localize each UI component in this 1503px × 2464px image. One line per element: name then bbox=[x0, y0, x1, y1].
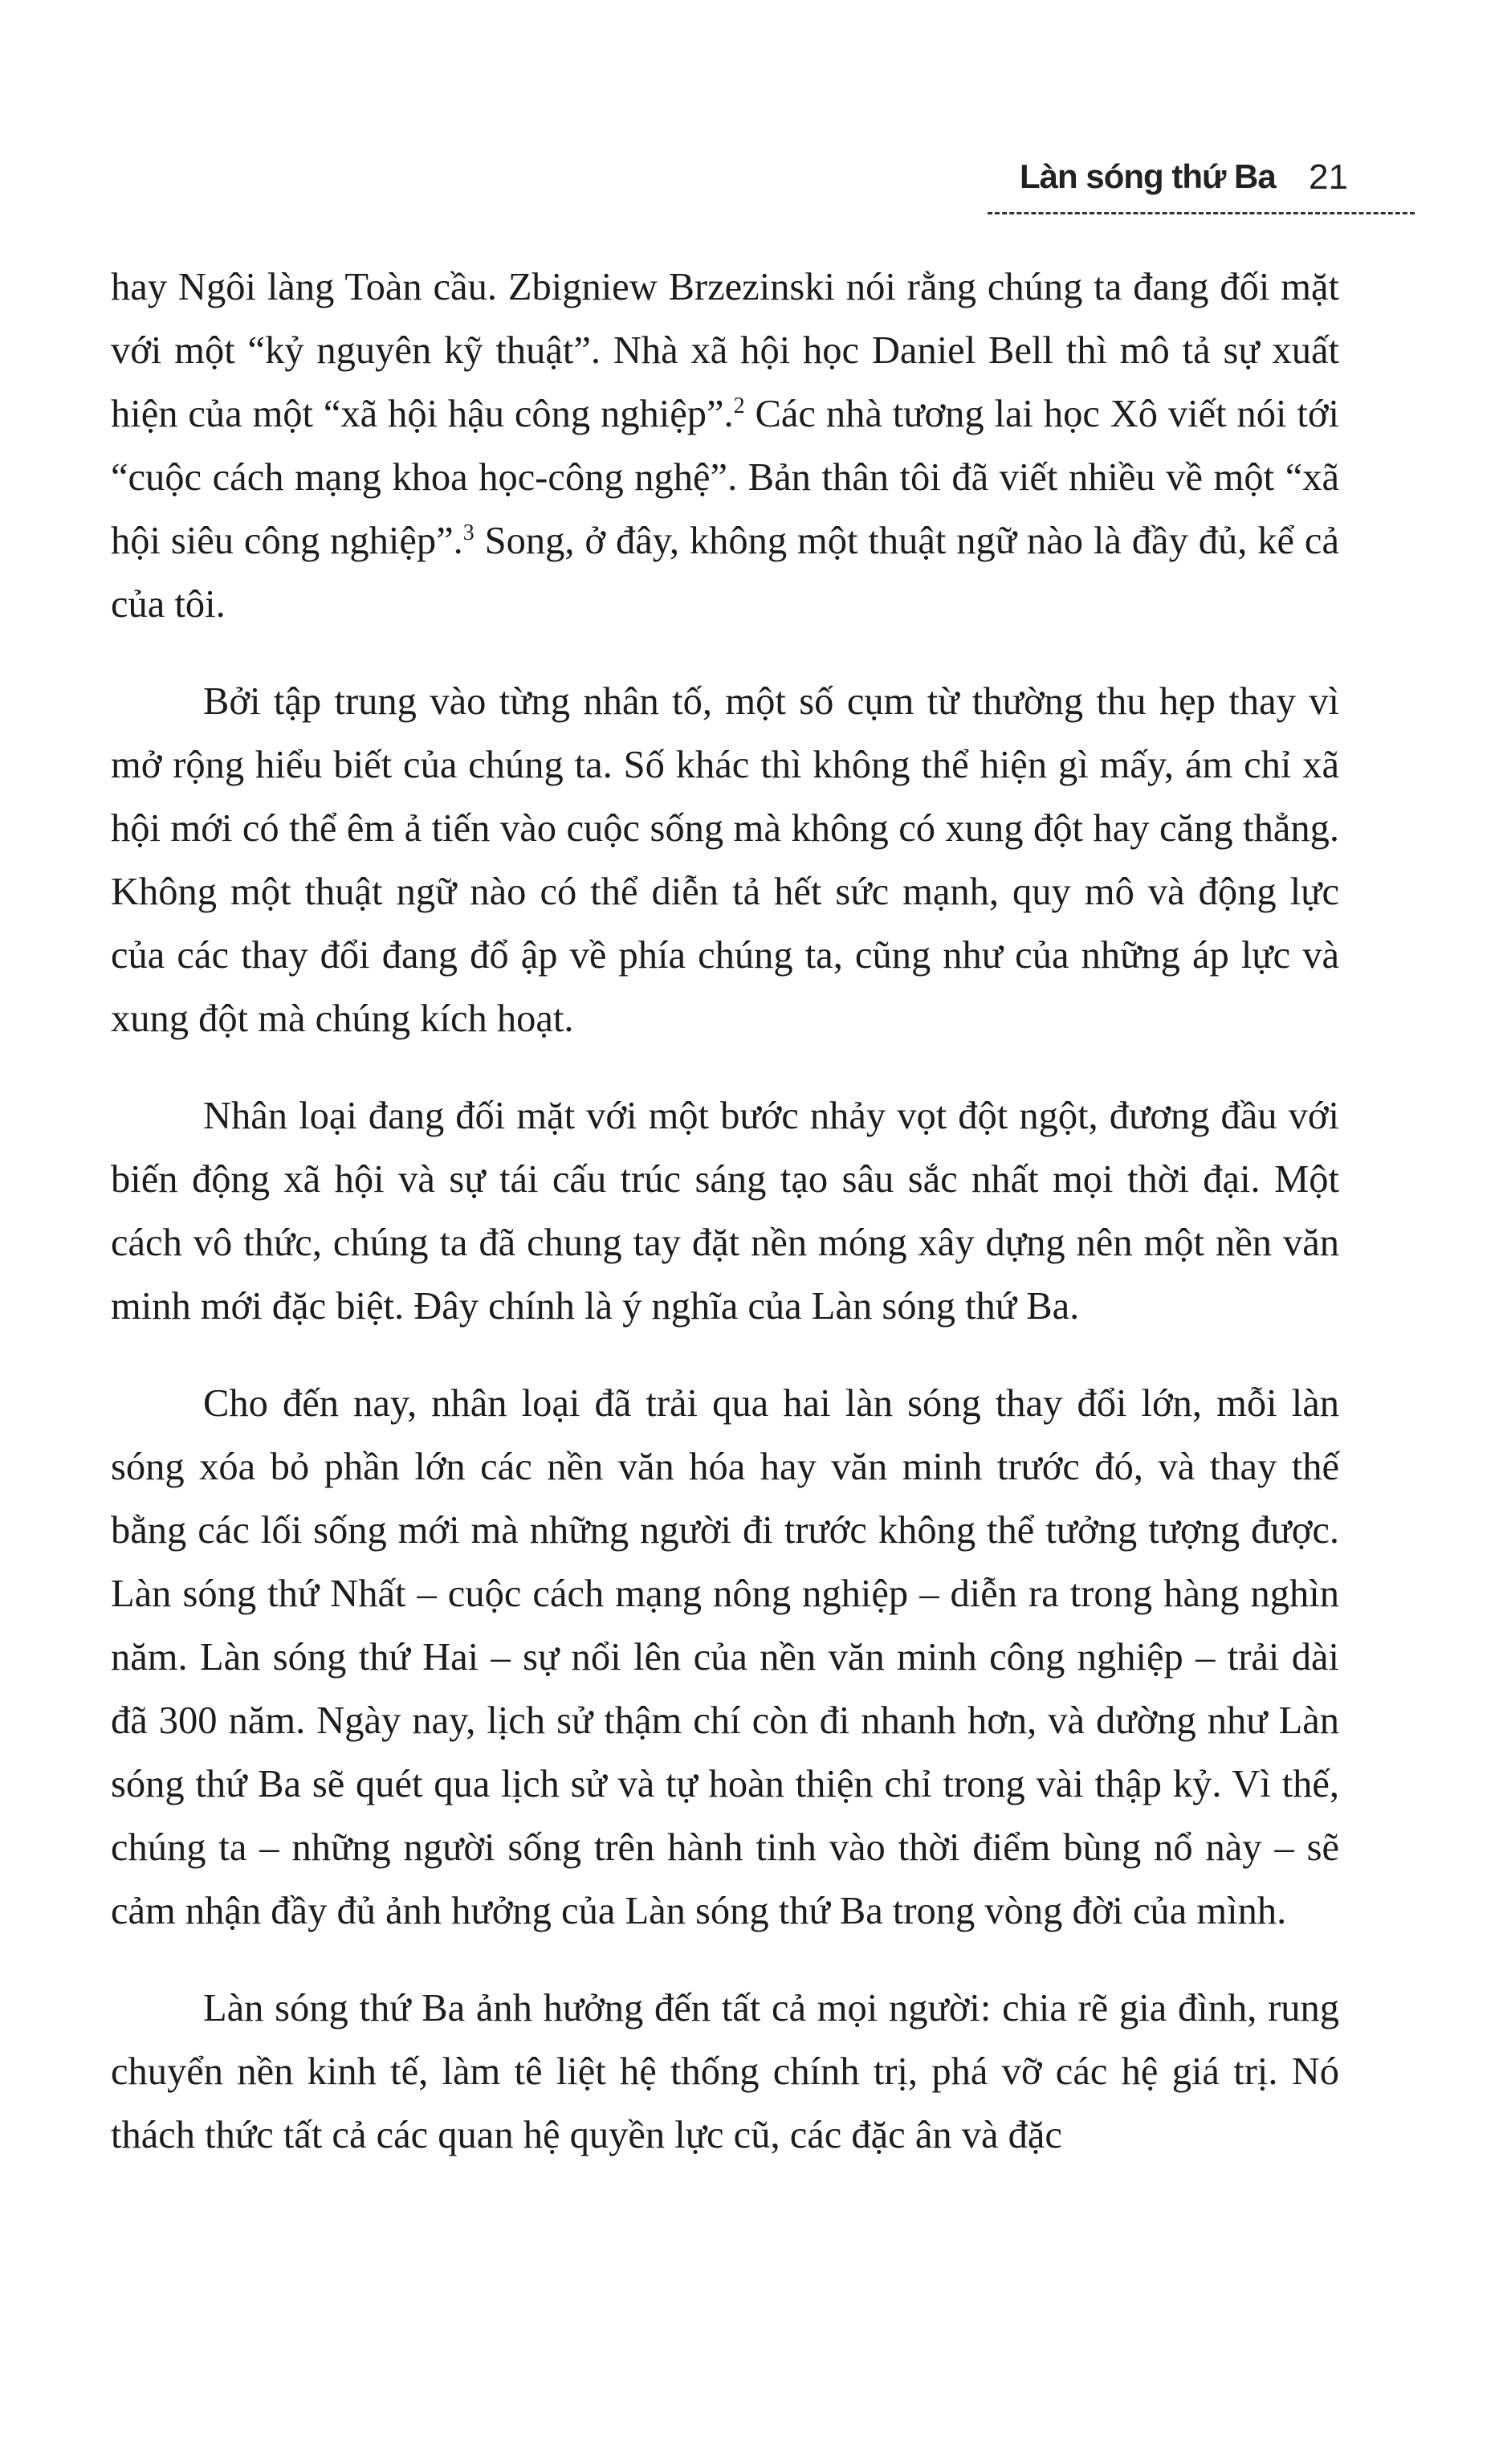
paragraph-1 bbox=[111, 255, 1339, 636]
paragraph-5: Làn sóng thứ Ba ảnh hưởng đến tất cả mọi người: chia rẽ gia đình, rung chuyển nền kinh tế, làm tê liệt hệ thống chính trị, phá vỡ các hệ giá trị. Nó thách thức tất cả các quan hệ quyền lực cũ, các đặc ân và đặc bbox=[111, 1987, 1339, 2156]
paragraph-4: Cho đến nay, nhân loại đã trải qua hai làn sóng thay đổi lớn, mỗi làn sóng xóa bỏ phần lớn các nền văn hóa hay văn minh trước đó, và thay thế bằng các lối sống mới mà những người đi trước không thể tưởng tượng được. Làn sóng thứ Nhất – cuộc cách mạng nông nghiệp – diễn ra trong hàng nghìn năm. Làn sóng thứ Hai – sự nổi lên của nền văn minh công nghiệp – trải dài đã 300 năm. Ngày nay, lịch sử thậm chí còn đi nhanh hơn, và dường như Làn sóng thứ Ba sẽ quét qua lịch sử và tự hoàn thiện chỉ trong vài thập kỷ. Vì thế, chúng ta – những người sống trên hành tinh vào thời điểm bùng nổ này – sẽ cảm nhận đầy đủ ảnh hưởng của Làn sóng thứ Ba trong vòng đời của mình. bbox=[111, 1382, 1339, 1932]
paragraph-1-part-a: hay Ngôi làng Toàn cầu. Zbigniew Brzezinski nói rằng chúng ta đang đối mặt với một “kỷ nguyên kỹ thuật”. Nhà xã hội học Daniel Bell thì mô tả sự xuất hiện của một “xã hội hậu công nghiệp”. bbox=[111, 266, 1339, 435]
running-header-title: Làn sóng thứ Ba bbox=[1020, 157, 1276, 195]
body-text bbox=[111, 255, 1339, 2201]
page-number: 21 bbox=[1309, 157, 1348, 197]
footnote-ref-3: 3 bbox=[462, 520, 475, 545]
running-header bbox=[988, 157, 1415, 206]
paragraph-3: Nhân loại đang đối mặt với một bước nhảy vọt đột ngột, đương đầu với biến động xã hội và sự tái cấu trúc sáng tạo sâu sắc nhất mọi thời đại. Một cách vô thức, chúng ta đã chung tay đặt nền móng xây dựng nên một nền văn minh mới đặc biệt. Đây chính là ý nghĩa của Làn sóng thứ Ba. bbox=[111, 1095, 1339, 1328]
paragraph-2: Bởi tập trung vào từng nhân tố, một số cụm từ thường thu hẹp thay vì mở rộng hiểu biết của chúng ta. Số khác thì không thể hiện gì mấy, ám chỉ xã hội mới có thể êm ả tiến vào cuộc sống mà không có xung đột hay căng thẳng. Không một thuật ngữ nào có thể diễn tả hết sức mạnh, quy mô và động lực của các thay đổi đang đổ ập về phía chúng ta, cũng như của những áp lực và xung đột mà chúng kích hoạt. bbox=[111, 680, 1339, 1040]
header-dashed-rule bbox=[988, 212, 1415, 214]
footnote-ref-2: 2 bbox=[733, 393, 745, 418]
paragraph-1-part-c: Song, ở đây, không một thuật ngữ nào là đầy đủ, kể cả của tôi. bbox=[111, 520, 1339, 626]
paragraph-1-part-b: Các nhà tương lai học Xô viết nói tới “cuộc cách mạng khoa học-công nghệ”. Bản thân tôi đã viết nhiều về một “xã hội siêu công nghiệp”. bbox=[111, 393, 1339, 562]
